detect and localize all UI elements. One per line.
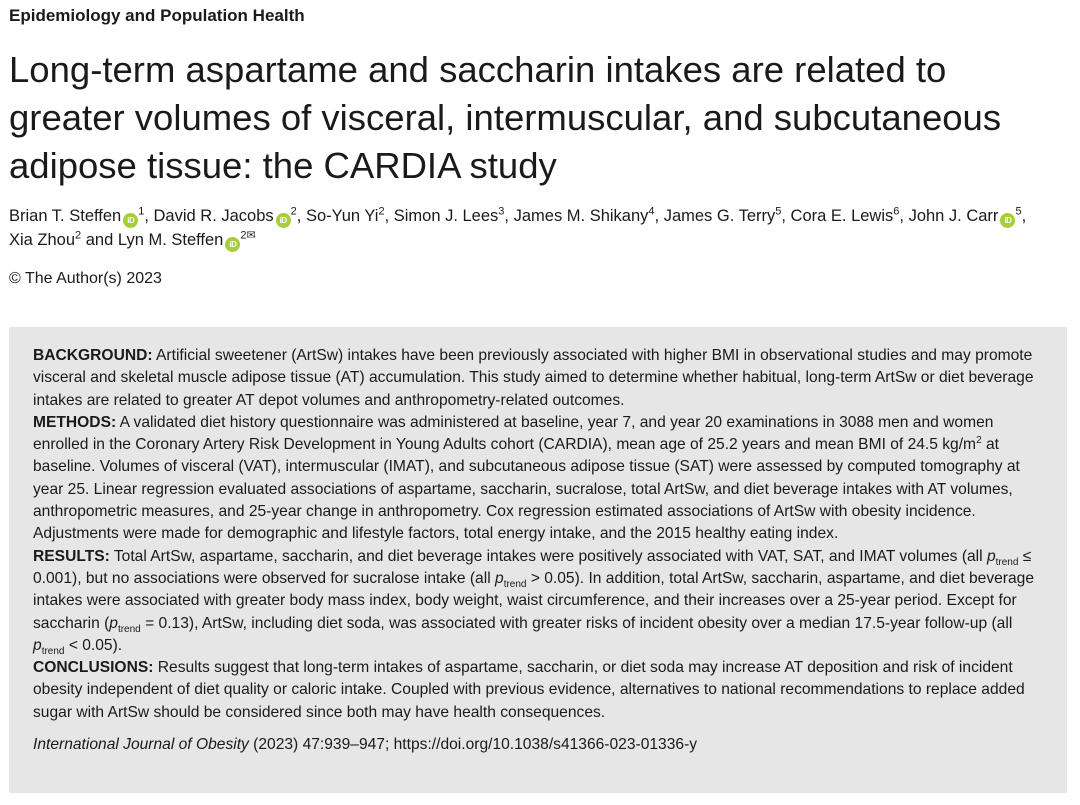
p-subscript: trend [995, 556, 1019, 568]
results-text-3: > 0.05). In addition, total ArtSw, saccharin, aspartame, and diet beverage intakes were associated with greater body mass index, body weight, waist circumference, and their increases over a 25-year period. Except for saccharin ( [33, 569, 1035, 632]
author-separator: , [1021, 207, 1027, 225]
conclusions-text: Results suggest that long-term intakes of aspartame, saccharin, or diet soda may increase AT deposition and risk of incident obesity independent of diet quality or caloric intake. Coupled with previous evidence, alternatives to national recommendations to replace added sugar with ArtSw should be considered since both may have health consequences. [33, 659, 1025, 721]
methods-superscript: 2 [976, 435, 982, 446]
orcid-icon[interactable]: iD [225, 237, 240, 252]
methods-heading: METHODS: [33, 413, 117, 431]
copyright-notice: © The Author(s) 2023 [9, 270, 162, 287]
orcid-icon[interactable]: iD [276, 213, 291, 228]
methods-text-2: at baseline. Volumes of visceral (VAT), intermuscular (IMAT), and subcutaneous adipose tissue (SAT) were assessed by computed tomography at year 25. Linear regression evaluated associations of aspartame, saccharin, sucralose, total ArtSw, and diet beverage intakes with AT volumes, anthropometric measures, and 25-year change in anthropometry. Cox regression estimated associations of ArtSw with obesity incidence. Adjustments were made for demographic and lifestyle factors, total energy intake, and the 2015 healthy eating index. [33, 436, 1020, 543]
results-heading: RESULTS: [33, 547, 110, 565]
author-list [9, 204, 1074, 252]
author-name[interactable]: Simon J. Lees [393, 207, 499, 225]
affiliation-marker: 6 [893, 205, 900, 218]
author-name[interactable]: Brian T. Steffen [9, 207, 122, 225]
affiliation-marker: 5 [1015, 205, 1022, 218]
author-name[interactable]: So-Yun Yi [305, 207, 379, 225]
section-label: Epidemiology and Population Health [9, 6, 305, 25]
abstract-background [33, 345, 1043, 412]
author-name[interactable]: John J. Carr [908, 207, 999, 225]
citation-details: (2023) 47:939–947; https://doi.org/10.1038/s41366-023-01336-y [248, 736, 698, 754]
p-symbol: p [33, 636, 42, 654]
author-name[interactable]: Lyn M. Steffen [117, 231, 224, 249]
abstract-methods [33, 412, 1043, 546]
author-separator: , [899, 207, 909, 225]
results-text-5: < 0.05). [64, 636, 123, 654]
author-name[interactable]: Cora E. Lewis [790, 207, 894, 225]
author-separator: , [384, 207, 394, 225]
author-separator: , [144, 207, 154, 225]
affiliation-marker: 2 [240, 229, 247, 242]
orcid-icon[interactable]: iD [123, 213, 138, 228]
p-symbol: p [495, 569, 504, 587]
p-subscript: trend [503, 579, 527, 591]
results-text-1: Total ArtSw, aspartame, saccharin, and diet beverage intakes were positively associated with VAT, SAT, and IMAT volumes (all [109, 547, 987, 565]
background-text: Artificial sweetener (ArtSw) intakes have been previously associated with higher BMI in observational studies and may promote visceral and skeletal muscle adipose tissue (AT) accumulation. This study aimed to determine whether habitual, long-term ArtSw or diet beverage intakes are related to greater AT depot volumes and anthropometry-related outcomes. [33, 347, 1034, 409]
affiliation-marker: 1 [138, 205, 145, 218]
p-symbol: p [109, 614, 118, 632]
results-text-2: ≤ 0.001), but no associations were observed for sucralose intake (all [33, 547, 1032, 587]
author-name[interactable]: David R. Jacobs [153, 207, 274, 225]
author-name[interactable]: James G. Terry [663, 207, 776, 225]
author-separator: , [654, 207, 664, 225]
affiliation-marker: 2 [75, 229, 82, 242]
author-name[interactable]: Xia Zhou [9, 231, 76, 249]
affiliation-marker: 5 [775, 205, 782, 218]
author-separator: , [781, 207, 791, 225]
orcid-icon[interactable]: iD [1000, 213, 1015, 228]
methods-text-1: A validated diet history questionnaire was administered at baseline, year 7, and year 20 examinations in 3088 men and women enrolled in the Coronary Artery Risk Development in Young Adults cohort (CARDIA), mean age of 25.2 years and mean BMI of 24.5 kg/m [33, 413, 994, 454]
p-symbol: p [986, 547, 996, 565]
author-name[interactable]: James M. Shikany [513, 207, 649, 225]
results-text-4: = 0.13), ArtSw, including diet soda, was associated with greater risks of incident obesity over a median 17.5-year follow-up (all [140, 614, 1013, 632]
affiliation-marker: 2 [290, 205, 297, 218]
email-icon[interactable]: ✉ [246, 229, 256, 242]
author-separator: , [504, 207, 514, 225]
p-subscript: trend [41, 645, 65, 657]
author-separator: and [81, 231, 118, 249]
affiliation-marker: 3 [498, 205, 505, 218]
abstract-conclusions [33, 657, 1043, 724]
abstract-box [9, 327, 1067, 793]
article-title: Long-term aspartame and saccharin intakes are related to greater volumes of visceral, intermuscular, and subcutaneous adipose tissue: the CARDIA study [9, 49, 1002, 186]
background-heading: BACKGROUND: [33, 347, 153, 364]
citation-journal: International Journal of Obesity [33, 736, 249, 754]
p-subscript: trend [117, 623, 141, 635]
citation [33, 734, 1043, 756]
affiliation-marker: 4 [648, 205, 655, 218]
author-separator: , [296, 207, 306, 225]
affiliation-marker: 2 [378, 205, 385, 218]
abstract-results [33, 546, 1043, 657]
conclusions-heading: CONCLUSIONS: [33, 659, 154, 677]
